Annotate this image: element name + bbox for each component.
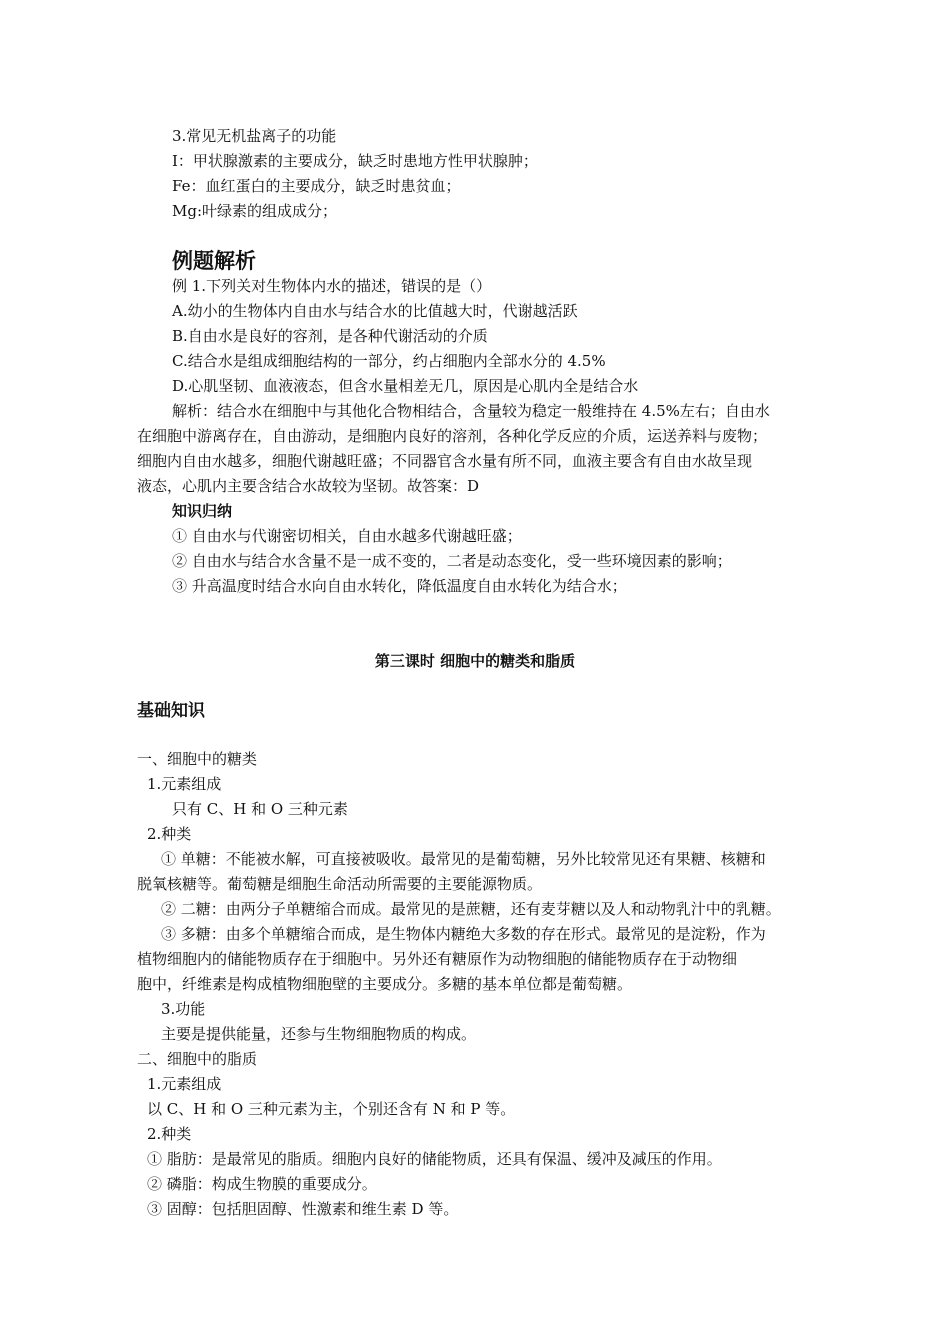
sugar-type-line: ① 单糖：不能被水解，可直接被吸收。最常见的是葡萄糖，另外比较常见还有果糖、核糖和 bbox=[161, 850, 766, 868]
lipid-type-line: ② 磷脂：构成生物膜的重要成分。 bbox=[147, 1175, 377, 1193]
analysis-line: 细胞内自由水越多，细胞代谢越旺盛；不同器官含水量有所不同，血液主要含有自由水故呈现 bbox=[137, 452, 753, 470]
lipid-types-title: 2.种类 bbox=[147, 1125, 192, 1143]
lipid-type-line: ① 脂肪：是最常见的脂质。细胞内良好的储能物质，还具有保温、缓冲及减压的作用。 bbox=[147, 1150, 722, 1168]
sugar-element-title: 1.元素组成 bbox=[147, 775, 222, 793]
sugar-function-title: 3.功能 bbox=[161, 1000, 206, 1018]
sugar-type-line: 植物细胞内的储能物质存在于细胞中。另外还有糖原作为动物细胞的储能物质存在于动物细 bbox=[137, 950, 738, 968]
sugar-type-line: 胞中，纤维素是构成植物细胞壁的主要成分。多糖的基本单位都是葡萄糖。 bbox=[137, 975, 633, 993]
lipid-element-text: 以 C、H 和 O 三种元素为主，个别还含有 N 和 P 等。 bbox=[147, 1100, 516, 1118]
summary-item: ③ 升高温度时结合水向自由水转化，降低温度自由水转化为结合水； bbox=[172, 577, 627, 595]
analysis-line: 液态，心肌内主要含结合水故较为坚韧。故答案：D bbox=[137, 477, 480, 495]
sugar-function-text: 主要是提供能量，还参与生物细胞物质的构成。 bbox=[161, 1025, 477, 1043]
lipid-type-line: ③ 固醇：包括胆固醇、性激素和维生素 D 等。 bbox=[147, 1200, 459, 1218]
summary-heading: 知识归纳 bbox=[172, 502, 233, 520]
sugar-type-line: 脱氧核糖等。葡萄糖是细胞生命活动所需要的主要能源物质。 bbox=[137, 875, 543, 893]
ions-title: 3.常见无机盐离子的功能 bbox=[172, 127, 337, 145]
sugar-heading: 一、细胞中的糖类 bbox=[137, 750, 258, 768]
ion-line: I：甲状腺激素的主要成分，缺乏时患地方性甲状腺肿； bbox=[172, 152, 538, 170]
basics-heading: 基础知识 bbox=[137, 701, 205, 721]
example-heading: 例题解析 bbox=[172, 248, 256, 273]
ion-line: Mg:叶绿素的组成成分； bbox=[172, 202, 338, 220]
analysis-line: 在细胞中游离存在，自由游动，是细胞内良好的溶剂，各种化学反应的介质，运送养料与废物； bbox=[137, 427, 768, 445]
lipid-element-title: 1.元素组成 bbox=[147, 1075, 222, 1093]
ion-line: Fe：血红蛋白的主要成分，缺乏时患贫血； bbox=[172, 177, 461, 195]
summary-item: ② 自由水与结合水含量不是一成不变的，二者是动态变化，受一些环境因素的影响； bbox=[172, 552, 732, 570]
option-b: B.自由水是良好的容剂，是各种代谢活动的介质 bbox=[172, 327, 488, 345]
sugar-element-text: 只有 C、H 和 O 三种元素 bbox=[172, 800, 348, 818]
option-a: A.幼小的生物体内自由水与结合水的比值越大时，代谢越活跃 bbox=[172, 302, 578, 320]
summary-item: ① 自由水与代谢密切相关，自由水越多代谢越旺盛； bbox=[172, 527, 522, 545]
lipid-heading: 二、细胞中的脂质 bbox=[137, 1050, 258, 1068]
sugar-types-title: 2.种类 bbox=[147, 825, 192, 843]
lesson-title: 第三课时 细胞中的糖类和脂质 bbox=[374, 652, 576, 670]
analysis-line: 解析：结合水在细胞中与其他化合物相结合，含量较为稳定一般维持在 4.5%左右；自由水 bbox=[172, 402, 770, 420]
sugar-type-line: ② 二糖：由两分子单糖缩合而成。最常见的是蔗糖，还有麦芽糖以及人和动物乳汁中的乳糖。 bbox=[161, 900, 781, 918]
sugar-type-line: ③ 多糖：由多个单糖缩合而成，是生物体内糖绝大多数的存在形式。最常见的是淀粉，作为 bbox=[161, 925, 766, 943]
option-d: D.心肌坚韧、血液液态，但含水量相差无几，原因是心肌内全是结合水 bbox=[172, 377, 639, 395]
example-question: 例 1.下列关对生物体内水的描述，错误的是（） bbox=[172, 277, 492, 295]
option-c: C.结合水是组成细胞结构的一部分，约占细胞内全部水分的 4.5% bbox=[172, 352, 606, 370]
